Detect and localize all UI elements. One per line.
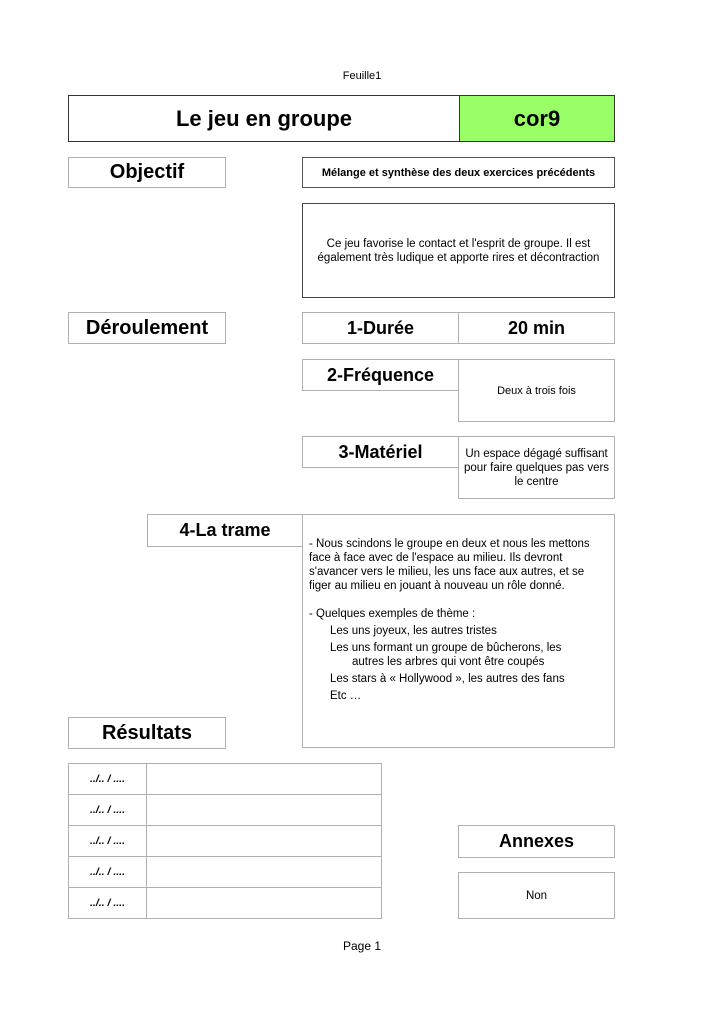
objectif-summary: Mélange et synthèse des deux exercices précédents [302,157,615,188]
result-note [147,826,382,857]
result-date: ../.. / .... [69,764,147,795]
result-date: ../.. / .... [69,888,147,919]
results-table [68,763,382,919]
trame-example: Etc … [330,690,362,702]
sheet-title: Feuille1 [342,70,382,82]
table-row [69,826,382,857]
trame-content [302,514,615,748]
result-note [147,857,382,888]
annexes-value: Non [458,872,615,919]
trame-example: Les uns formant un groupe de bûcherons, les [330,642,562,654]
table-row [69,795,382,826]
trame-example: Les stars à « Hollywood », les autres des fans [330,673,565,685]
duree-label: 1-Durée [302,312,459,344]
deroulement-heading: Déroulement [68,312,226,344]
objectif-heading: Objectif [68,157,226,188]
duree-value: 20 min [458,312,615,344]
page-number: Page 1 [342,939,382,953]
table-row [69,857,382,888]
trame-example-continuation: autres les arbres qui vont être coupés [352,656,545,668]
exercise-title: Le jeu en groupe [68,95,459,142]
resultats-heading: Résultats [68,717,226,749]
materiel-value: Un espace dégagé suffisant pour faire quelques pas vers le centre [458,436,615,499]
trame-paragraph: - Nous scindons le groupe en deux et nous les mettons face à face avec de l'espace au milieu. Ils devront s'avancer vers le milieu, les uns face aux autres, et se figer au milieu en jouant à nouveau un rôle donné. [309,538,590,592]
result-note [147,764,382,795]
frequence-value: Deux à trois fois [458,359,615,422]
objectif-description: Ce jeu favorise le contact et l'esprit de groupe. Il est également très ludique et apporte rires et décontraction [302,203,615,298]
frequence-label: 2-Fréquence [302,359,459,391]
trame-example: Les uns joyeux, les autres tristes [330,625,497,637]
trame-examples-intro: - Quelques exemples de thème : [309,608,476,620]
trame-label: 4-La trame [147,514,303,547]
result-note [147,795,382,826]
annexes-heading: Annexes [458,825,615,858]
table-row [69,888,382,919]
exercise-code-badge: cor9 [459,95,615,142]
table-row [69,764,382,795]
result-date: ../.. / .... [69,795,147,826]
result-date: ../.. / .... [69,857,147,888]
result-note [147,888,382,919]
materiel-label: 3-Matériel [302,436,459,468]
result-date: ../.. / .... [69,826,147,857]
